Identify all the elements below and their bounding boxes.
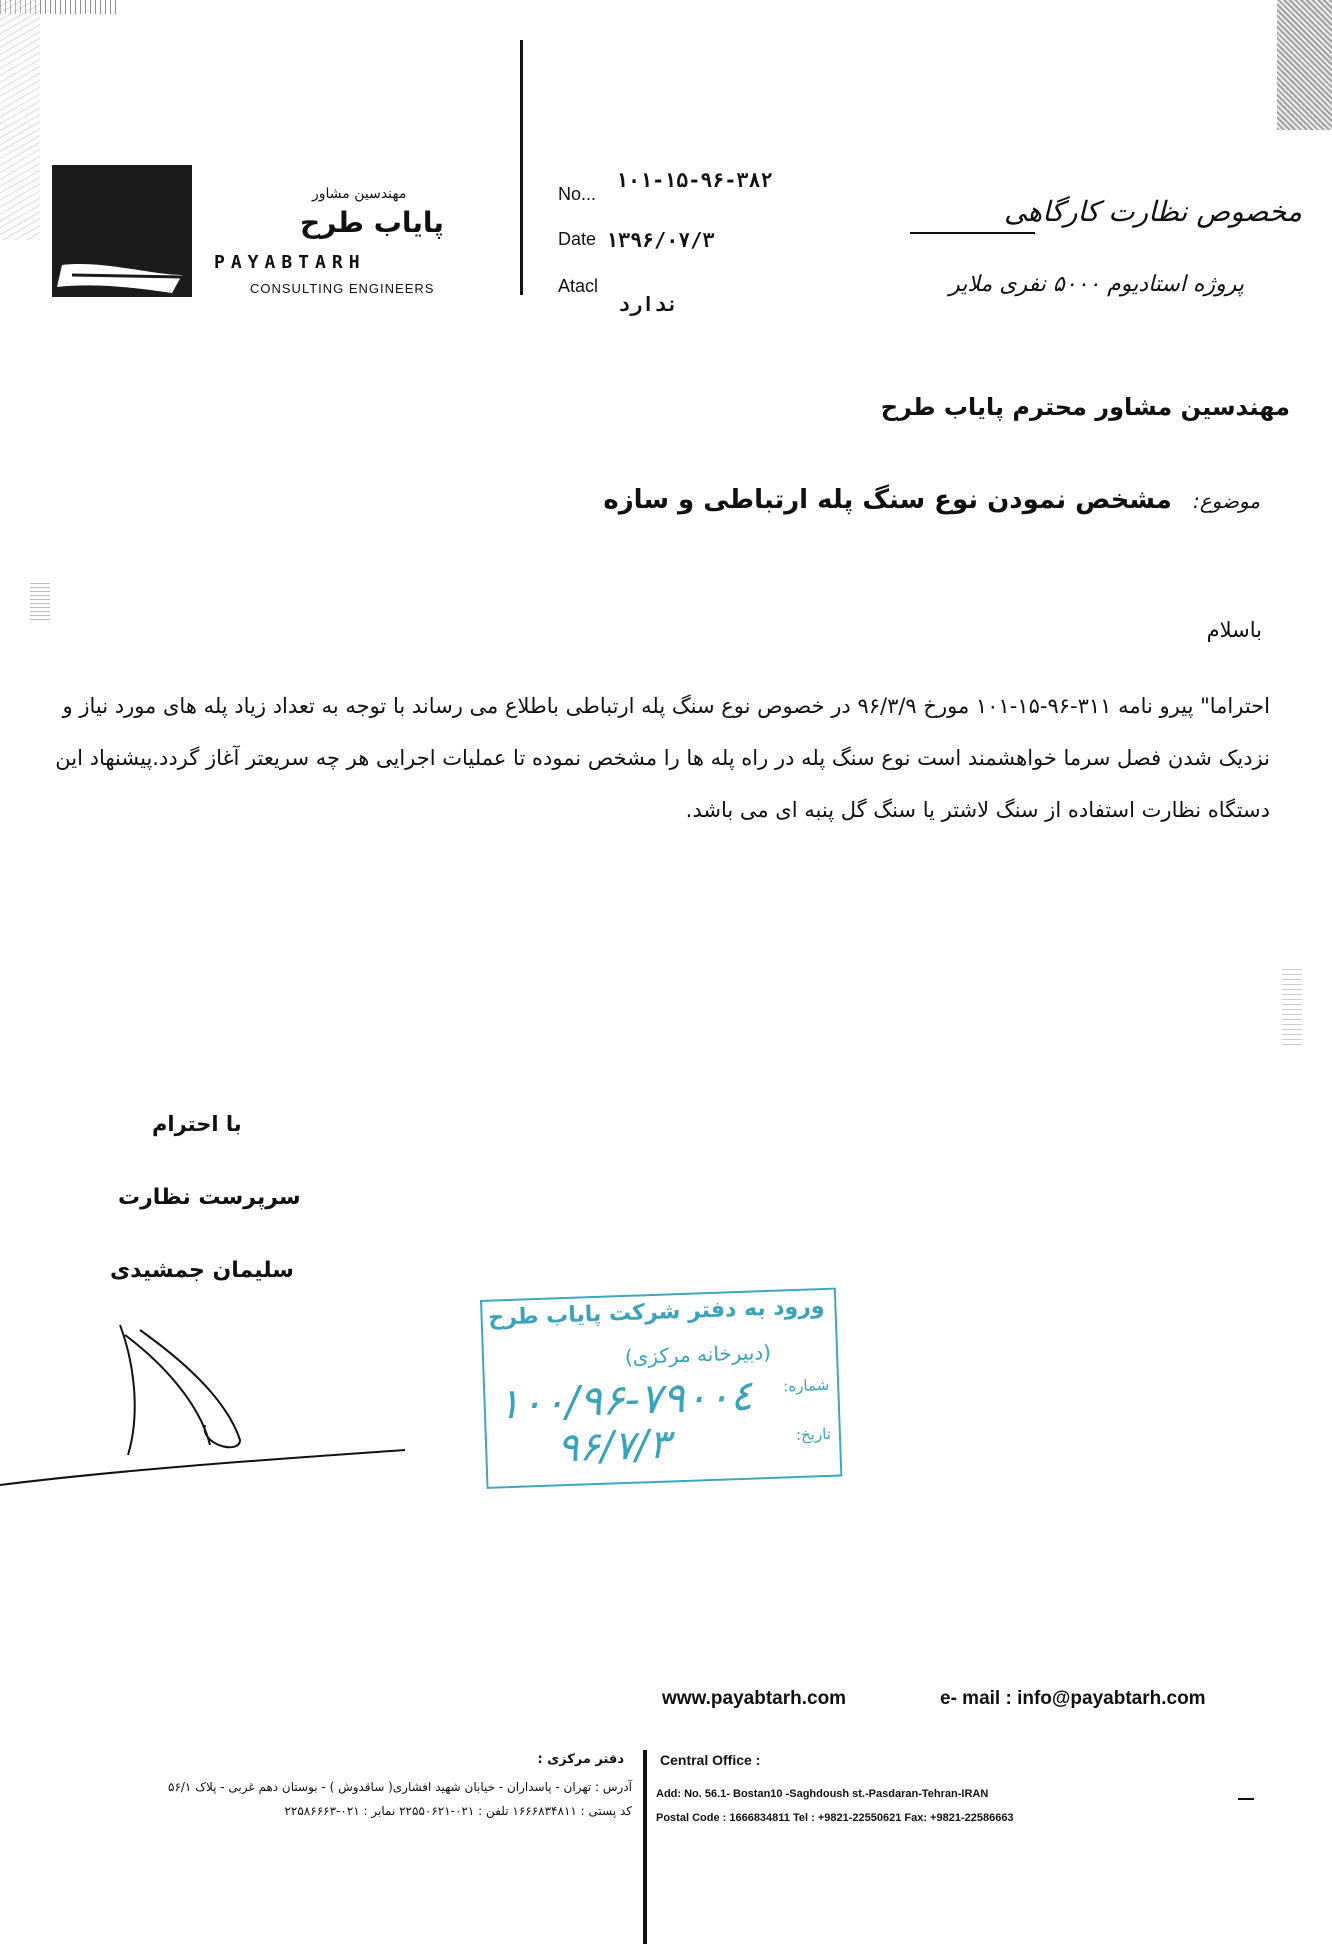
- greeting: باسلام: [1206, 618, 1262, 642]
- footer-contact-en: Postal Code : 1666834811 Tel : +9821-22550621 Fax: +9821-22586663: [656, 1812, 1014, 1824]
- subject-line: [603, 485, 1260, 515]
- firm-subtitle-en: CONSULTING ENGINEERS: [250, 281, 435, 296]
- logo-mark-icon: [52, 165, 192, 297]
- scan-noise-right: [1277, 0, 1332, 130]
- stamp-date-value: ۹۶/۷/۳: [556, 1421, 671, 1472]
- footer-email: e- mail : info@payabtarh.com: [940, 1688, 1206, 1709]
- header-divider: [520, 40, 523, 295]
- stamp-date-label: تاریخ:: [795, 1424, 832, 1445]
- footer-contact-fa: کد پستی : ۱۶۶۶۸۳۴۸۱۱ تلفن : ۰۲۱-۲۲۵۵۰۶۲۱ نمابر : ۰۲۱-۲۲۵۸۶۶۶۳: [284, 1804, 632, 1818]
- footer-dash: [1238, 1798, 1254, 1800]
- footer-office-label-fa: دفتر مرکزی :: [537, 1752, 624, 1767]
- received-stamp: [480, 1288, 842, 1489]
- attachment-label: Atacl: [558, 276, 599, 296]
- signer-name: سلیمان جمشیدی: [110, 1258, 294, 1283]
- handwritten-signature: [0, 1305, 420, 1495]
- letter-date: ۱۳۹۶/۰۷/۳: [606, 228, 715, 252]
- firm-logo: [52, 165, 192, 297]
- recipient: مهندسین مشاور محترم پایاب طرح: [880, 393, 1290, 421]
- closing-regards: با احترام: [152, 1112, 242, 1136]
- signer-title: سرپرست نظارت: [118, 1185, 301, 1210]
- body-paragraph: احتراما" پیرو نامه ۳۱۱-۹۶-۱۵-۱۰۱ مورخ ۹۶/۳/۹ در خصوص نوع سنگ پله ارتباطی باطلاع می رساند با توجه به تعداد زیاد پله های مورد نیاز و نزدیک شدن فصل سرما خواهشمند است نوع سنگ پله در راه پله ها را مشخص نموده تا عملیات اجرایی هر چه سریعتر آغاز گردد.پیشنهاد این دستگاه نظارت استفاده از سنگ لاشتر یا سنگ گل پنبه ای می باشد.: [55, 694, 1270, 822]
- stamp-subtitle: (دبیرخانه مرکزی): [624, 1339, 772, 1369]
- heading-underline: [910, 232, 1035, 234]
- footer-address-fa: آدرس : تهران - پاسداران - خیابان شهید افشاری( ساقدوش ) - بوستان دهم غربی - پلاک ۵۶/۱: [168, 1780, 632, 1794]
- stamp-number-value: ۱۰۰/۹۶-۷۹۰۰٤: [496, 1370, 754, 1429]
- firm-name-fa: پایاب طرح: [300, 206, 444, 239]
- footer-address-en: Add: No. 56.1- Bostan10 -Saghdoush st.-Pasdaran-Tehran-IRAN: [656, 1788, 989, 1800]
- date-label: Date: [558, 229, 597, 249]
- subject-text: مشخص نمودن نوع سنگ پله ارتباطی و سازه: [603, 485, 1172, 515]
- footer-office-label-en: Central Office :: [660, 1752, 761, 1768]
- stamp-number-label: شماره:: [782, 1375, 830, 1396]
- firm-subtitle-fa: مهندسین مشاور: [312, 186, 407, 202]
- scan-noise-mid-right: [1282, 965, 1302, 1045]
- scan-noise-mid-left: [30, 580, 50, 620]
- firm-name-en: PAYABTARH: [214, 252, 366, 273]
- letter-number: ۱۰۱-۱۵-۹۶-۳۸۲: [616, 168, 773, 192]
- scan-noise-left: [0, 0, 40, 240]
- subject-label: موضوع:: [1192, 489, 1260, 513]
- confidential-heading: مخصوص نظارت کارگاهی: [1004, 195, 1302, 228]
- footer-divider: [643, 1750, 647, 1944]
- footer-website: www.payabtarh.com: [662, 1688, 847, 1709]
- number-label: No...: [558, 184, 597, 204]
- stamp-title: ورود به دفتر شرکت پایاب طرح: [487, 1293, 825, 1331]
- attachment-value: ندارد: [618, 292, 679, 316]
- project-name: پروژه استادیوم ۵۰۰۰ نفری ملایر: [949, 272, 1244, 297]
